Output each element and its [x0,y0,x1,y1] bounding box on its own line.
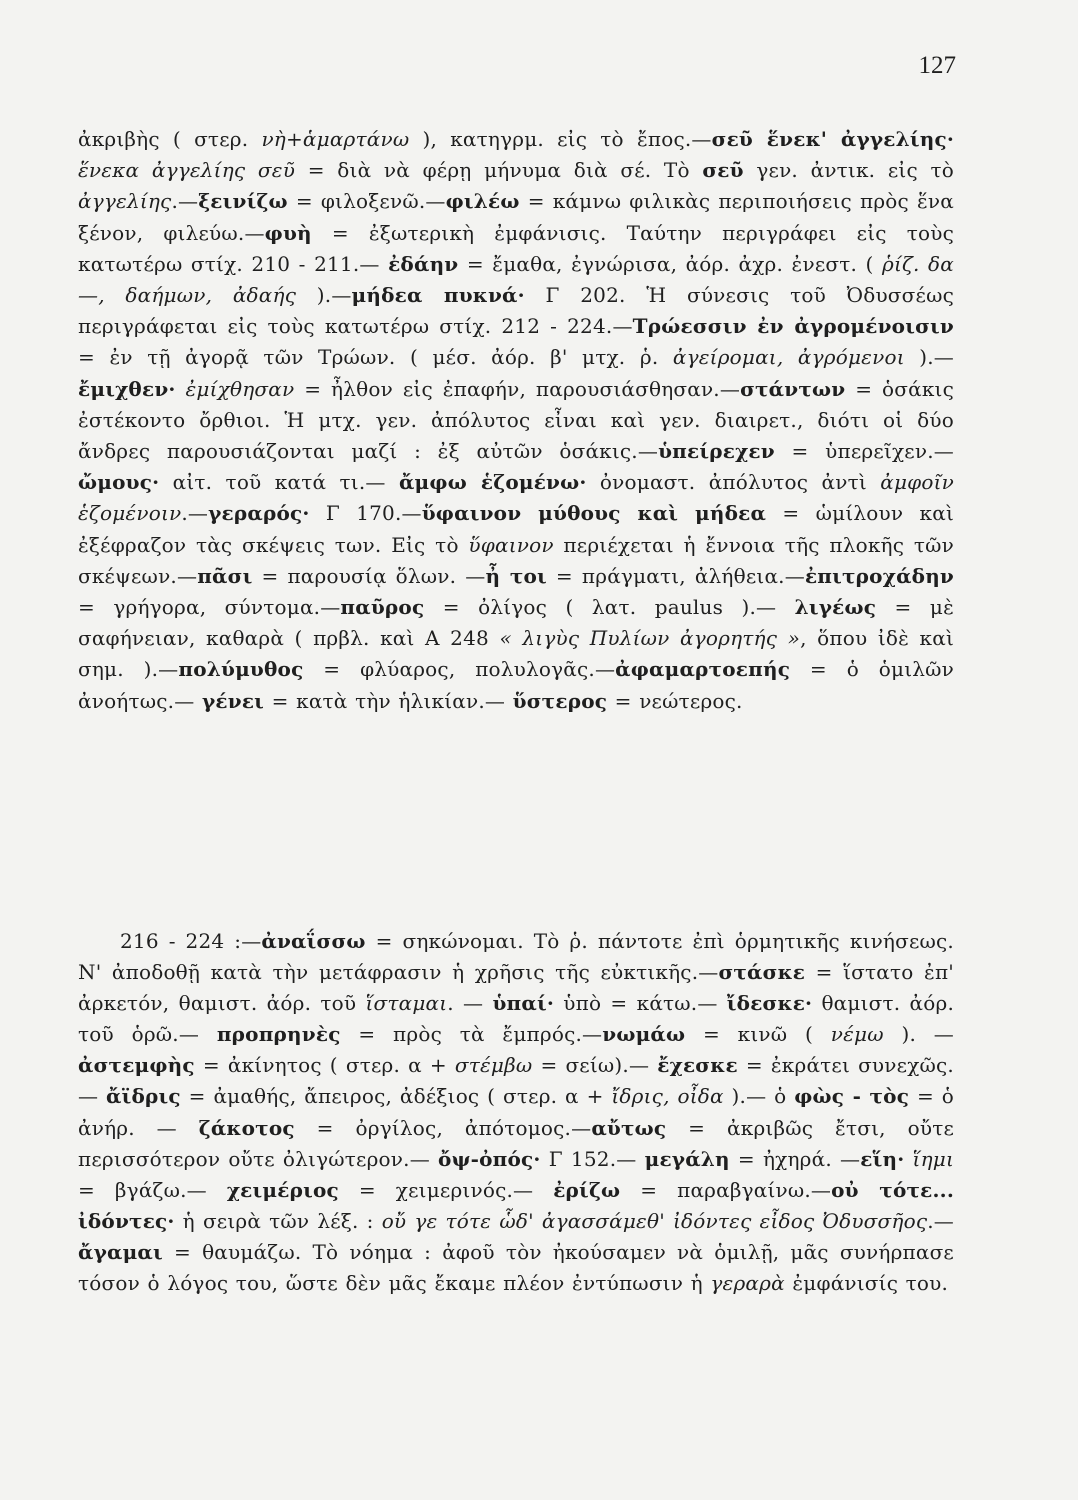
gloss-text: ), κατηγρμ. εἰς τὸ ἔπος.— [409,127,712,151]
headword: νωμάω [602,1022,686,1047]
headword: Τρώεσσιν ἐν ἀγρομένοισιν [632,314,954,339]
gloss-text: = κατὰ τὴν ἡλικίαν.— [264,688,513,713]
gloss-text: = ὡμίλουν καὶ ἐξέφραζον τὰς σκέψεις των. Εἰς τὸ [78,501,954,557]
gloss-text: , ὅπου ἰδὲ καὶ σημ. ).— [78,626,955,682]
gloss-text [904,1147,912,1171]
gloss-text: ἀκριβὴς ( στερ. [78,127,262,151]
headword: ἐρίζω [553,1177,621,1202]
gloss-text: = ἀμαθής, ἄπειρος, ἀδέξιος ( στερ. α + [180,1084,612,1109]
headword: φυὴ [264,220,312,245]
gloss-text: Γ 152.— [540,1146,645,1171]
italic-term: νέμω [830,1022,884,1047]
gloss-text: .— [171,189,199,214]
headword: ἄϊδρις [106,1084,181,1109]
headword: ἀφαμαρτοεπής [615,657,791,682]
italic-term: « λιγὺς Πυλίων ἀγορητής » [499,626,801,651]
headword: ἔχεσκε [657,1053,738,1078]
headword: σεῦ ἕνεκ' ἀγγελίης· [711,127,954,151]
gloss-text: = ὑπερεῖχεν.— [774,439,954,464]
headword: ζάκοτος [198,1115,295,1140]
italic-term: ἀγγελίης [78,189,172,214]
gloss-text: = σείω).— [532,1053,658,1078]
gloss-text: = παρουσίᾳ ὅλων. — [252,563,486,588]
italic-term: ῥίζ. δα—, δαήμων, ἀδαής [78,251,954,308]
headword: ἐπιτροχάδην [804,563,955,588]
headword: ὤμους· [78,470,160,495]
gloss-text: ). — [883,1022,954,1047]
italic-term: ἴδρις, οἶδα [611,1084,724,1109]
headword: ἄμφω ἑζομένω· [398,470,587,495]
headword: παῦρος [340,595,425,620]
gloss-text: = ὁ ὁμιλῶν ἀνοήτως.— [78,657,954,713]
headword: ἔμιχθεν· [78,376,176,401]
italic-term: ἀμφοῖν ἑζομένοιν [78,470,954,526]
gloss-text: = πράγματι, ἀλήθεια.— [546,563,805,588]
gloss-text: = ἀκίνητος ( στερ. α + [194,1053,455,1078]
headword: ἦ τοι [485,563,547,588]
gloss-text: = παραβγαίνω.— [620,1177,832,1202]
headword: πολύμυθος [178,657,304,682]
headword: ξεινίζω [198,189,288,214]
gloss-text: 216 - 224 :— [120,929,262,953]
headword: σεῦ [702,158,744,183]
gloss-text [176,377,186,401]
headword: γένει [201,688,265,713]
headword: ἀναΐσσω [261,929,366,953]
gloss-text: περιέχεται ἡ ἔννοια τῆς πλοκῆς τῶν σκέψεων.— [78,532,954,588]
gloss-text: = θαυμάζω. Τὸ νόημα : ἀφοῦ τὸν ἠκούσαμεν νὰ ὁμιλῇ, μᾶς συνήρπασε τόσον ὁ λόγος του, ὥστε δὲν μᾶς ἔκαμε πλέον ἐντύπωσιν ἡ [78,1239,954,1296]
italic-term: ἵημι [912,1146,954,1171]
headword: ὕφαινον μύθους καὶ μήδεα [421,501,767,526]
gloss-text: . — [447,991,493,1016]
headword: ὕστερος [512,688,608,713]
headword: ἐδάην [388,251,459,276]
gloss-text: ὑπὸ = κάτω.— [554,991,727,1016]
italic-term: γεραρὰ [710,1271,785,1296]
headword: προπρηνὲς [216,1022,341,1047]
headword: ἀστεμφὴς [78,1053,195,1078]
gloss-text: = ἵστατο ἐπ' ἀρκετόν, θαμιστ. ἀόρ. τοῦ [78,960,954,1016]
gloss-text: ).— [296,283,352,308]
gloss-text: ).— ὁ [723,1084,795,1109]
gloss-text: ἐμφάνισίς του. [784,1271,949,1296]
gloss-text: = φλύαρος, πολυλογᾶς.— [303,657,616,682]
commentary-paragraph [78,124,954,717]
gloss-text: = ὁσάκις ἐστέκοντο ὄρθιοι. Ἡ μτχ. γεν. ἀπόλυτος εἶναι καὶ γεν. διαιρετ., διότι οἱ δύο ἄνδρες παρουσιάζονται μαζί : ἐξ αὐτῶν ὁσάκις.— [78,376,954,464]
gloss-text: = ἐκράτει συνεχῶς. — [78,1053,954,1109]
headword: πᾶσι [197,563,253,588]
headword: μήδεα πυκνά· [351,283,525,308]
gloss-text: = γρήγορα, σύντομα.— [78,595,341,620]
headword: ὑπαί· [492,991,555,1016]
headword: γεραρός· [208,501,310,526]
italic-term: ἀγείρομαι, ἀγρόμενοι [672,345,905,370]
headword: εἵη· [860,1146,905,1171]
gloss-text: = ὀργίλος, ἀπότομος.— [294,1115,592,1140]
gloss-text: = ἦλθον εἰς ἐπαφήν, παρουσιάσθησαν.— [294,376,741,401]
gloss-text: .— [181,501,209,526]
italic-term: ἵσταμαι [365,991,448,1016]
italic-term: ὕφαινον [468,532,554,557]
gloss-text: = ἔμαθα, ἐγνώρισα, ἀόρ. ἀχρ. ἐνεστ. ( [458,251,882,276]
gloss-text: .— [927,1208,954,1233]
gloss-text: = κάμνω φιλικὰς περιποιήσεις πρὸς ἕνα ξένον, φιλεύω.— [78,189,954,245]
headword: ὑπείρεχεν [658,439,775,464]
headword: στάσκε [718,960,806,985]
headword: λιγέως [794,595,877,620]
gloss-text: Γ 170.— [309,501,422,526]
headword: αὔτως [591,1115,667,1140]
commentary-paragraph [78,926,954,1299]
italic-term: ἕνεκα ἀγγελίης σεῦ [78,158,296,183]
headword: οὐ τότε... ἰδόντες· [78,1177,955,1233]
headword: ἄγαμαι [78,1239,163,1264]
gloss-text: γεν. ἀντικ. εἰς τὸ [743,158,954,183]
italic-term: νὴ+ἁμαρτάνω [261,127,410,151]
gloss-text: = ὁ ἀνήρ. — [78,1084,954,1140]
gloss-text: = βγάζω.— [78,1177,227,1202]
gloss-text: ἡ σειρὰ τῶν λέξ. : [174,1208,382,1233]
gloss-text: = σηκώνομαι. Τὸ ῥ. πάντοτε ἐπὶ ὁρμητικῆς κινήσεως. Ν' ἀποδοθῇ κατὰ τὴν μετάφρασιν ἡ χρῆσις τῆς εὐκτικῆς.— [78,929,954,985]
headword: στάντων [740,376,846,401]
gloss-text: = πρὸς τὰ ἔμπρός.— [340,1022,603,1047]
headword: ὄψ-ὀπός· [438,1146,541,1171]
gloss-text: = ἀκριβῶς ἔτσι, οὔτε περισσότερον οὔτε ὀλιγώτερον.— [78,1115,955,1171]
headword: φιλέω [445,189,520,214]
gloss-text: = ἠχηρά. — [729,1146,861,1171]
gloss-text: = διὰ νὰ φέρῃ μήνυμα διὰ σέ. Τὸ [295,158,703,183]
page-number: 127 [918,52,956,79]
gloss-text: Γ 202. Ἡ σύνεσις τοῦ Ὀδυσσέως περιγράφεται εἰς τοὺς κατωτέρω στίχ. 212 - 224.— [78,283,954,339]
gloss-text: = φιλοξενῶ.— [287,189,446,214]
commentary-block-2 [78,926,954,1299]
gloss-text: ).— [904,345,954,370]
gloss-text: θαμιστ. ἀόρ. τοῦ ὁρῶ.— [78,991,954,1047]
gloss-text: αἰτ. τοῦ κατά τι.— [159,470,399,495]
gloss-text: ὀνομαστ. ἀπόλυτος ἀντὶ [586,470,881,495]
headword: φὼς - τὸς [794,1084,910,1109]
gloss-text: = χειμερινός.— [338,1177,554,1202]
headword: ἴδεσκε· [726,991,813,1016]
gloss-text: = νεώτερος. [607,688,743,713]
italic-term: στέμβω [454,1053,533,1078]
headword: μεγάλη [644,1146,730,1171]
italic-term: ἐμίχθησαν [185,376,295,401]
headword: χειμέριος [226,1177,339,1202]
commentary-block-1 [78,124,954,717]
gloss-text: = ὀλίγος ( λατ. paulus ).— [424,595,795,620]
italic-term: οὔ γε τότε ὧδ' ἀγασσάμεθ' ἰδόντες εἶδος Ὀδυσσῆος [381,1208,928,1233]
gloss-text: = μὲ σαφήνειαν, καθαρὰ ( πρβλ. καὶ Α 248 [78,595,955,651]
gloss-text: = κινῶ ( [685,1022,831,1047]
gloss-text: = ἐξωτερικὴ ἐμφάνισις. Ταύτην περιγράφει εἰς τοὺς κατωτέρω στίχ. 210 - 211.— [78,220,954,276]
gloss-text: = ἐν τῇ ἀγορᾷ τῶν Τρώων. ( μέσ. ἀόρ. β' μτχ. ῥ. [78,345,673,370]
